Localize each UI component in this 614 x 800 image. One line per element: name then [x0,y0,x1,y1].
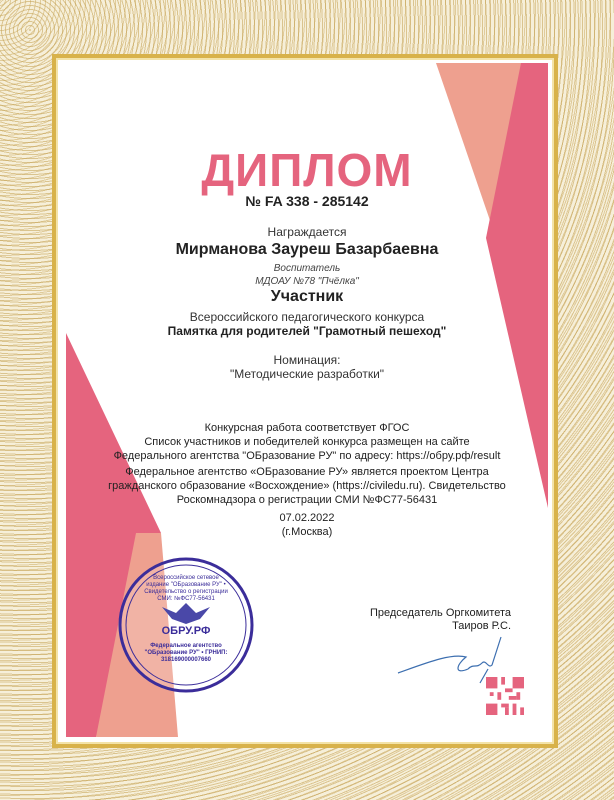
signer-block [346,607,511,633]
issue-city: (г.Москва) [281,526,333,538]
diploma-card [66,63,548,737]
info-line: Федерального агентства "ОБразование РУ" по адресу: https://обру.рф/result [113,450,501,462]
nomination-label: Номинация: [273,353,341,367]
signer-title: Председатель Оргкомитета [369,607,511,619]
signer-name: Таиров Р.С. [452,620,511,632]
issue-date: 07.02.2022 [279,512,335,524]
stamp-center-text: ОБРУ.РФ [161,625,211,637]
contest-type: Всероссийского педагогического конкурса [189,310,425,324]
info-line: Конкурсная работа соответствует ФГОС [204,422,410,434]
recipient-organization: МДОАУ №78 "Пчёлка" [255,276,359,287]
issue-date-block [66,511,548,539]
official-stamp [116,555,256,695]
recipient-name: Мирманова Зауреш Базарбаевна [175,241,439,258]
diploma-number: № FA 338 - 285142 [245,193,369,209]
diploma-title: ДИПЛОМ [201,144,413,196]
info-line: Федеральное агентство «ОБразование РУ» является проектом Центра [125,466,489,478]
stamp-inner-text: Федеральное агентство "ОБразование РУ" • ГРНИП: 318169000007660 [144,643,228,663]
agency-info [66,465,548,507]
info-line: Список участников и победителей конкурса размещен на сайте [144,436,470,448]
nomination-value: "Методические разработки" [229,367,385,381]
awarded-label: Награждается [267,225,347,239]
stamp-outer-text: Всероссийское сетевое издание "ОБразование РУ" • Свидетельство о регистрации СМИ: №ФС77-56431 [144,575,228,602]
contest-name: Памятка для родителей "Грамотный пешеход" [167,324,447,338]
info-line: гражданского образование «Восхождение» (https://civiledu.ru). Свидетельство [108,480,506,492]
participant-status: Участник [270,288,344,305]
qr-code-icon [486,677,524,715]
info-line: Роскомнадзора о регистрации СМИ №ФС77-56431 [176,494,438,506]
recipient-position: Воспитатель [273,263,341,274]
fgos-info [66,421,548,463]
